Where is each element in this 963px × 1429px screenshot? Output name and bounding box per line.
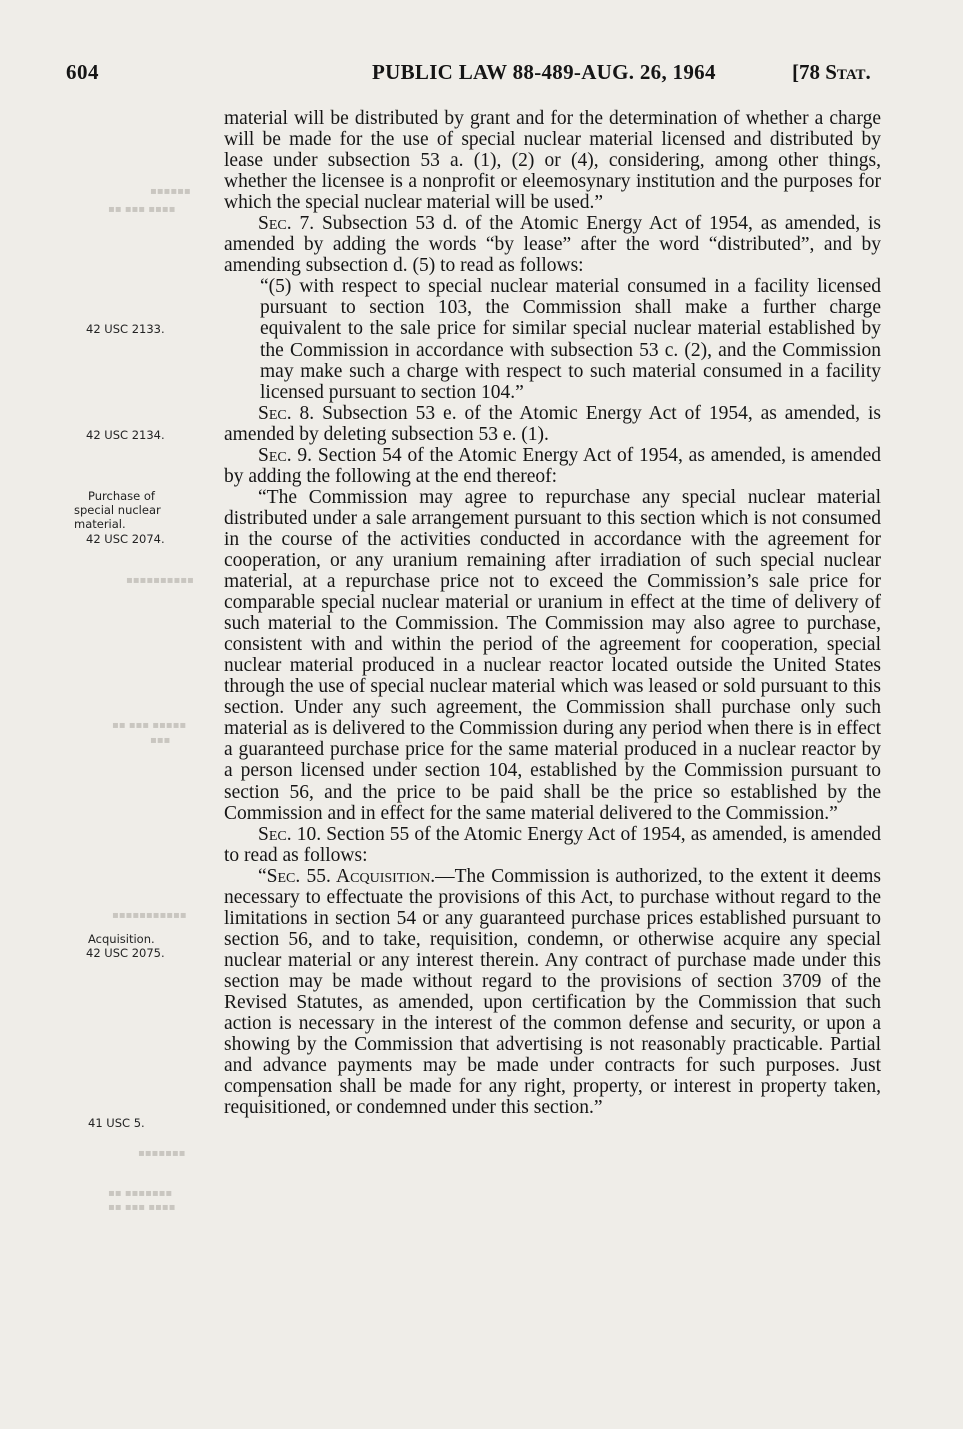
section-9-label: Sec. 9. bbox=[258, 444, 313, 466]
bleed-through-mark: ▪▪▪▪▪▪ bbox=[150, 186, 191, 197]
section-10 bbox=[224, 824, 881, 866]
margin-note-42-usc-2133: 42 USC 2133. bbox=[86, 322, 165, 336]
section-55 bbox=[224, 866, 881, 1119]
margin-note-purchase-line-3: material. bbox=[74, 517, 126, 531]
margin-note-purchase-line-1: Purchase of bbox=[88, 489, 155, 503]
section-8-label: Sec. 8. bbox=[258, 402, 315, 424]
section-10-text: Section 55 of the Atomic Energy Act of 1954, as amended, is amended to read as follows: bbox=[224, 823, 881, 866]
page-number: 604 bbox=[66, 60, 99, 84]
volume-reference bbox=[792, 60, 871, 85]
bleed-through-mark: ▪▪▪▪▪▪▪▪▪▪▪ bbox=[112, 910, 187, 921]
section-55-heading: “Sec. 55. Acquisition. bbox=[258, 865, 436, 887]
margin-note-acquisition: Acquisition. bbox=[88, 932, 155, 946]
section-10-label: Sec. 10. bbox=[258, 823, 322, 845]
section-8-text: Subsection 53 e. of the Atomic Energy Act of 1954, as amended, is amended by deleting subsection 53 e. (1). bbox=[224, 402, 881, 445]
bleed-through-mark: ▪▪ ▪▪▪ ▪▪▪▪▪ bbox=[112, 720, 187, 731]
section-9-quote: “The Commission may agree to repurchase any special nuclear material distributed under a sale arrangement pursuant to this section which is not consumed in the course of the activities conducted in accordance with the agreement for cooperation, or any uranium remaining after irradiation of such special nuclear material, at a repurchase price not to exceed the Commission’s sale price for comparable special nuclear material or uranium in effect at the time of delivery of such material to the Commission. The Commission may also agree to purchase, consistent with and within the period of the agreement for cooperation, special nuclear material produced in a nuclear reactor located outside the United States through the use of special nuclear material which was leased or sold pursuant to this section. Under any such agreement, the Commission shall purchase only such material as is delivered to the Commission during any period when there is in effect a guaranteed purchase price for the same material produced in a nuclear reactor by a person licensed under section 104, established by the Commission pursuant to section 56, and the price to be paid shall be the price so established by the Commission and in effect for the same material delivered to the Commission.” bbox=[224, 486, 881, 824]
bleed-through-mark: ▪▪ ▪▪▪ ▪▪▪▪ bbox=[108, 204, 176, 215]
section-7-quote bbox=[224, 276, 881, 402]
volume-prefix: [78 bbox=[792, 60, 820, 84]
bleed-through-mark: ▪▪▪▪▪▪▪ bbox=[138, 1148, 186, 1159]
bleed-through-mark: ▪▪ ▪▪▪ ▪▪▪▪ bbox=[108, 1202, 176, 1213]
statute-text bbox=[224, 108, 881, 1118]
margin-note-purchase-line-2: special nuclear bbox=[74, 503, 161, 517]
margin-note-42-usc-2134: 42 USC 2134. bbox=[86, 428, 165, 442]
section-9 bbox=[224, 445, 881, 487]
section-55-text: —The Commission is authorized, to the extent it deems necessary to effectuate the provisions of this Act, to purchase without regard to the limitations in section 54 or any guaranteed purchase prices established pursuant to section 56, and to take, requisition, condemn, or otherwise acquire any special nuclear material or any interest therein. Any contract of purchase made under this section may be made without regard to the provisions of section 3709 of the Revised Statutes, as amended, upon certification by the Commission that such action is necessary in the interest of the common defense and security, or upon a showing by the Commission that advertising is not reasonably practicable. Partial and advance payments may be made under contracts for such purposes. Just compensation shall be made for any right, property, or interest in property taken, requisitioned, or condemned under this section.” bbox=[224, 865, 881, 1119]
margin-note-42-usc-2075: 42 USC 2075. bbox=[86, 946, 165, 960]
bleed-through-mark: ▪▪▪ bbox=[150, 735, 171, 746]
section-7-quote-text: “(5) with respect to special nuclear material consumed in a facility licensed pursuant to section 103, the Commission shall make a further charge equivalent to the sale price for similar special nuclear material established by the Commission in accordance with subsection 53 c. (2), and the Commission may make such a charge with respect to such material consumed in a facility licensed pursuant to section 104.” bbox=[260, 276, 881, 403]
section-7 bbox=[224, 213, 881, 276]
volume-stat: Stat. bbox=[825, 60, 871, 84]
running-head: PUBLIC LAW 88-489-AUG. 26, 1964 bbox=[372, 60, 716, 84]
margin-note-41-usc-5: 41 USC 5. bbox=[88, 1116, 145, 1130]
bleed-through-mark: ▪▪▪▪▪▪▪▪▪▪ bbox=[126, 575, 194, 586]
section-7-label: Sec. 7. bbox=[258, 213, 315, 235]
section-9-text: Section 54 of the Atomic Energy Act of 1954, as amended, is amended by adding the following at the end thereof: bbox=[224, 444, 881, 487]
paragraph-continuation: material will be distributed by grant and for the determination of whether a charge will be made for the use of special nuclear material licensed and distributed by lease under subsection 53 a. (1), (2) or (4), considering, among other things, whether the licensee is a nonprofit or eleemosynary institution and the purposes for which the special nuclear material will be used.” bbox=[224, 108, 881, 214]
section-7-text: Subsection 53 d. of the Atomic Energy Act of 1954, as amended, is amended by adding the words “by lease” after the word “distributed”, and by amending subsection d. (5) to read as follows: bbox=[224, 213, 881, 277]
margin-note-42-usc-2074: 42 USC 2074. bbox=[86, 532, 165, 546]
section-8 bbox=[224, 403, 881, 445]
bleed-through-mark: ▪▪ ▪▪▪▪▪▪▪ bbox=[108, 1188, 173, 1199]
